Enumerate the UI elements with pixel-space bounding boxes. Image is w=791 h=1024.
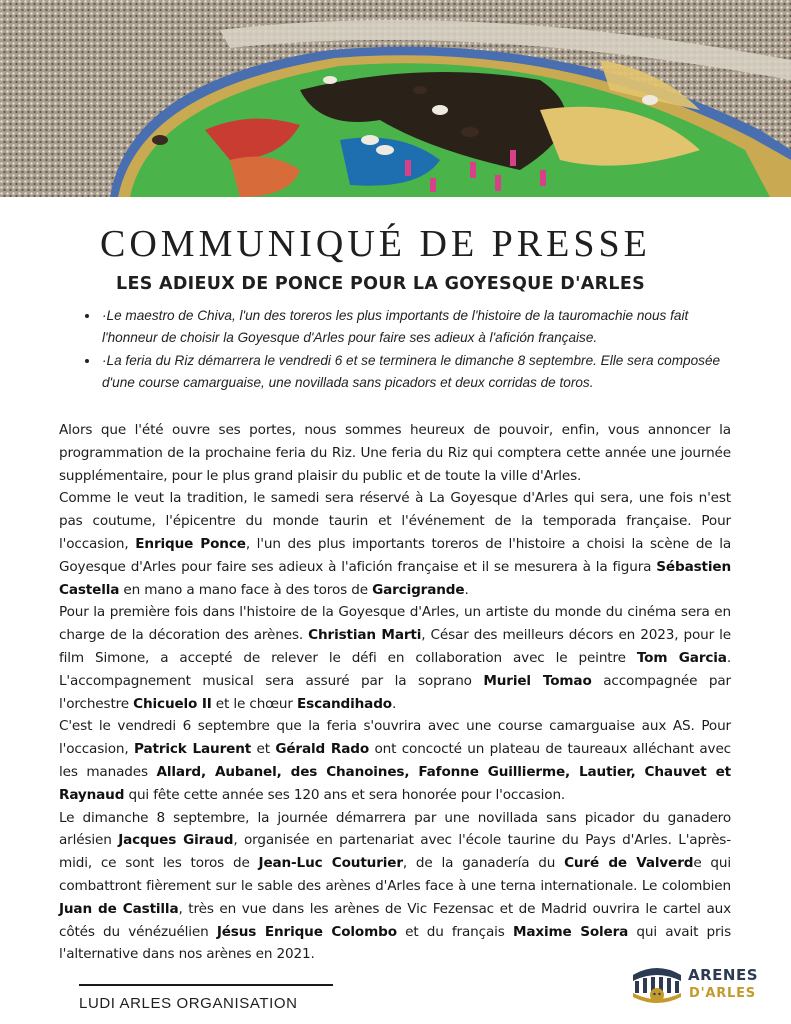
page-subtitle: LES ADIEUX DE PONCE POUR LA GOYESQUE D'ARLES	[116, 274, 646, 294]
arenes-arles-logo	[629, 961, 759, 1009]
name-jean-luc-couturier: Jean-Luc Couturier	[258, 855, 403, 872]
name-chicuelo-ii: Chicuelo II	[133, 695, 212, 712]
paragraph-course-camarguaise: C'est le vendredi 6 septembre que la feria s'ouvrira avec une course camarguaise aux AS. Pour l'occasion, Patrick Laurent et Gérald Rado ont concocté un plateau de taureaux alléchant avec les manades Allard, Aubanel, des Chanoines, Fafonne Guillierme, Lautier, Chauvet et Raynaud qui fête cette année ses 120 ans et sera honorée pour l'occasion.	[59, 718, 731, 803]
name-tom-garcia: Tom Garcia	[636, 649, 727, 666]
hero-arena-photo	[0, 0, 791, 197]
paragraph-goyesque: Comme le veut la tradition, le samedi sera réservé à La Goyesque d'Arles qui sera, une fois n'est pas coutume, l'épicentre du monde taurin et l'événement de la temporada française. Pour l'occasion, Enrique Ponce, l'un des plus importants toreros de l'histoire a choisi la scène de la Goyesque d'Arles pour faire ses adieux à l'afición française et il se mesurera à la figura Sébastien Castella en mano a mano face à des toros de Garcigrande.	[59, 490, 732, 598]
press-release-body	[59, 419, 731, 966]
name-jacques-giraud: Jacques Giraud	[118, 832, 234, 849]
name-patrick-laurent: Patrick Laurent	[134, 741, 252, 758]
name-garcigrande: Garcigrande	[372, 581, 465, 598]
footer-divider	[79, 984, 333, 986]
bullet-item: • ·La feria du Riz démarrera le vendredi 6 et se terminera le dimanche 8 septembre. Elle sera composée d'une course camarguaise, une novillada sans picadors et deux corridas de toros.	[100, 350, 740, 394]
logo-text-arenes: ARENES	[688, 966, 759, 984]
name-sebastien-castella: Sébastien Castella	[59, 558, 731, 598]
name-jesus-enrique-colombo: Jésus Enrique Colombo	[216, 923, 397, 940]
page-title: COMMUNIQUÉ DE PRESSE	[100, 223, 651, 265]
paragraph-dimanche: Le dimanche 8 septembre, la journée démarrera par une novillada sans picador du ganadero arlésien Jacques Giraud, organisée en partenariat avec l'école taurine du Pays d'Arles. L'après-midi, ce sont les toros de Jean-Luc Couturier, de la ganadería du Curé de Valverde qui combattront fièrement sur le sable des arènes d'Arles face à une terna internationale. Le colombien Juan de Castilla, très en vue dans les arènes de Vic Fezensac et de Madrid ouvrira le cartel aux côtés du vénézuélien Jésus Enrique Colombo et du français Maxime Solera qui avait pris l'alternative dans nos arènes en 2021.	[59, 809, 731, 963]
name-escandihado: Escandihado	[297, 695, 392, 712]
name-juan-de-castilla: Juan de Castilla	[59, 900, 179, 917]
name-christian-marti: Christian Marti	[308, 627, 422, 644]
arena-logo-icon	[629, 961, 685, 1009]
name-enrique-ponce: Enrique Ponce	[135, 535, 246, 552]
name-muriel-tomao: Muriel Tomao	[483, 672, 592, 689]
arena-illustration	[0, 0, 791, 197]
name-maxime-solera: Maxime Solera	[512, 923, 629, 940]
footer-organisation: LUDI ARLES ORGANISATION	[79, 995, 298, 1012]
name-manades: Allard, Aubanel, des Chanoines, Fafonne Guillierme, Lautier, Chauvet et Raynaud	[59, 763, 731, 803]
paragraph-decoration: Pour la première fois dans l'histoire de la Goyesque d'Arles, un artiste du monde du cinéma sera en charge de la décoration des arènes. Christian Marti, César des meilleurs décors en 2023, pour le film Simone, a accepté de relever le défi en collaboration avec le peintre Tom Garcia. L'accompagnement musical sera assuré par la soprano Muriel Tomao accompagnée par l'orchestre Chicuelo II et le chœur Escandihado.	[59, 604, 731, 712]
bullet-item: • ·Le maestro de Chiva, l'un des toreros les plus importants de l'histoire de la tauromachie nous fait l'honneur de choisir la Goyesque d'Arles pour faire ses adieux à l'afición française.	[100, 305, 740, 349]
name-gerald-rado: Gérald Rado	[275, 741, 370, 758]
summary-bullets	[82, 305, 740, 395]
name-cure-de-valverde: Curé de Valverd	[564, 855, 694, 872]
logo-text-arles: D'ARLES	[689, 986, 756, 1001]
paragraph-intro: Alors que l'été ouvre ses portes, nous sommes heureux de pouvoir, enfin, vous annoncer la programmation de la prochaine feria du Riz. Une feria du Riz qui comptera cette année une journée supplémentaire, pour le plus grand plaisir du public et de toute la ville d'Arles.	[59, 422, 731, 484]
